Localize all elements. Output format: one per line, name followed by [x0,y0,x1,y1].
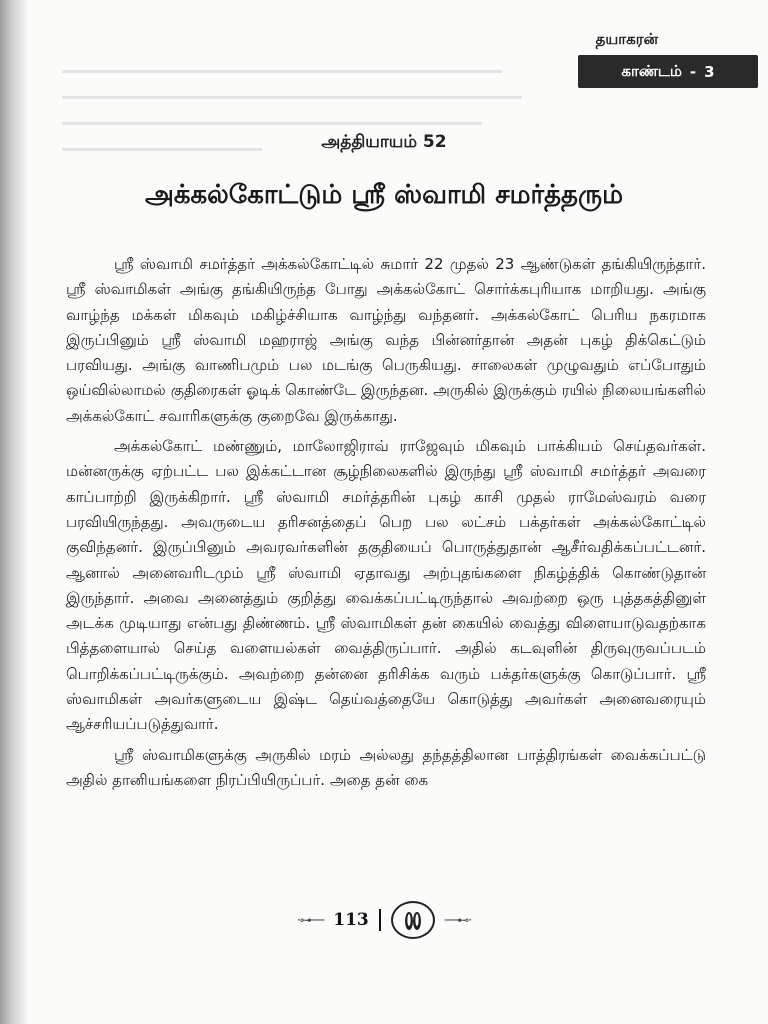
volume-label: காண்டம் [621,61,682,80]
chapter-number: அத்தியாயம் 52 [321,132,447,152]
page-footer [0,898,768,942]
volume-separator: - [689,62,697,81]
sandals-emblem-icon [391,901,435,939]
paragraph: ஸ்ரீ ஸ்வாமி சமர்த்தர் அக்கல்கோட்டில் சுமார் 22 முதல் 23 ஆண்டுகள் தங்கியிருந்தார். ஸ்ரீ ஸ்வாமிகள் அங்கு தங்கியிருந்த போது அக்கல்கோட் சொர்க்கபுரியாக மாறியது. அங்கு வாழ்ந்த மக்கள் மிகவும் மகிழ்ச்சியாக வாழ்ந்து வந்தனர். அக்கல்கோட் பெரிய நகரமாக இருப்பினும் ஸ்ரீ ஸ்வாமி மஹராஜ் அங்கு வந்த பின்னர்தான் அதன் புகழ் திக்கெட்டும் பரவியது. அங்கு வாணிபமும் பல மடங்கு பெருகியது. சாலைகள் முழுவதும் எப்போதும் ஒய்வில்லாமல் குதிரைகள் ஓடிக் கொண்டே இருந்தன. அருகில் இருக்கும் ரயில் நிலையங்களில் அக்கல்கோட் சவாரிகளுக்கு குறைவே இருக்காது. [66,255,706,425]
volume-number: 3 [704,62,715,81]
paragraph: ஸ்ரீ ஸ்வாமிகளுக்கு அருகில் மரம் அல்லது தந்தத்திலான பாத்திரங்கள் வைக்கப்பட்டு அதில் தானியங்களை நிரப்பியிருப்பர். அதை தன் கை [66,745,706,789]
running-header-author: தயாகரன் [595,30,658,48]
bleed-through-line [62,96,522,99]
left-ornament-icon: ·⊶── [296,913,324,927]
footer-divider [379,909,381,931]
body-text [66,252,706,798]
page-number: 113 [333,910,369,930]
chapter-title: அக்கல்கோட்டும் ஸ்ரீ ஸ்வாமி சமர்த்தரும் [145,180,623,210]
paragraph: அக்கல்கோட் மண்ணும், மாலோஜிராவ் ராஜேவும் மிகவும் பாக்கியம் செய்தவர்கள். மன்னருக்கு ஏற்பட்ட பல இக்கட்டான சூழ்நிலைகளில் இருந்து ஸ்ரீ ஸ்வாமி சமர்த்தர் அவரை காப்பாற்றி இருக்கிறார். ஸ்ரீ ஸ்வாமி சமர்த்தரின் புகழ் காசி முதல் ராமேஸ்வரம் வரை பரவியிருந்தது. அவருடைய தரிசனத்தைப் பெற பல லட்சம் பக்தர்கள் அக்கல்கோட்டில் குவிந்தனர். இருப்பினும் அவரவர்களின் தகுதியைப் பொருத்துதான் ஆசீர்வதிக்கப்பட்டனர். ஆனால் அனைவரிடமும் ஸ்ரீ ஸ்வாமி ஏதாவது அற்புதங்களை நிகழ்த்திக் கொண்டுதான் இருந்தார். அவை அனைத்தும் குறித்து வைக்கப்பட்டிருந்தால் அவற்றை ஒரு புத்தகத்தினுள் அடக்க முடியாது என்பது திண்ணம். ஸ்ரீ ஸ்வாமிகள் தன் கையில் வைத்து விளையாடுவதற்காக பித்தளையால் செய்த வளையல்கள் வைத்திருப்பார். அதில் கடவுளின் திருவுருவப்படம் பொறிக்கப்பட்டிருக்கும். அவற்றை தன்னை தரிசிக்க வரும் பக்தர்களுக்கு கொடுப்பார். ஸ்ரீ ஸ்வாமிகள் அவர்களுடைய இஷ்ட தெய்வத்தையே கொடுத்து அவர்கள் அனைவரையும் ஆச்சரியப்படுத்துவார். [66,437,706,734]
bleed-through-line [62,122,482,125]
right-ornament-icon: ──⊷· [444,913,472,927]
volume-banner [578,55,758,88]
bleed-through-line [62,70,502,73]
